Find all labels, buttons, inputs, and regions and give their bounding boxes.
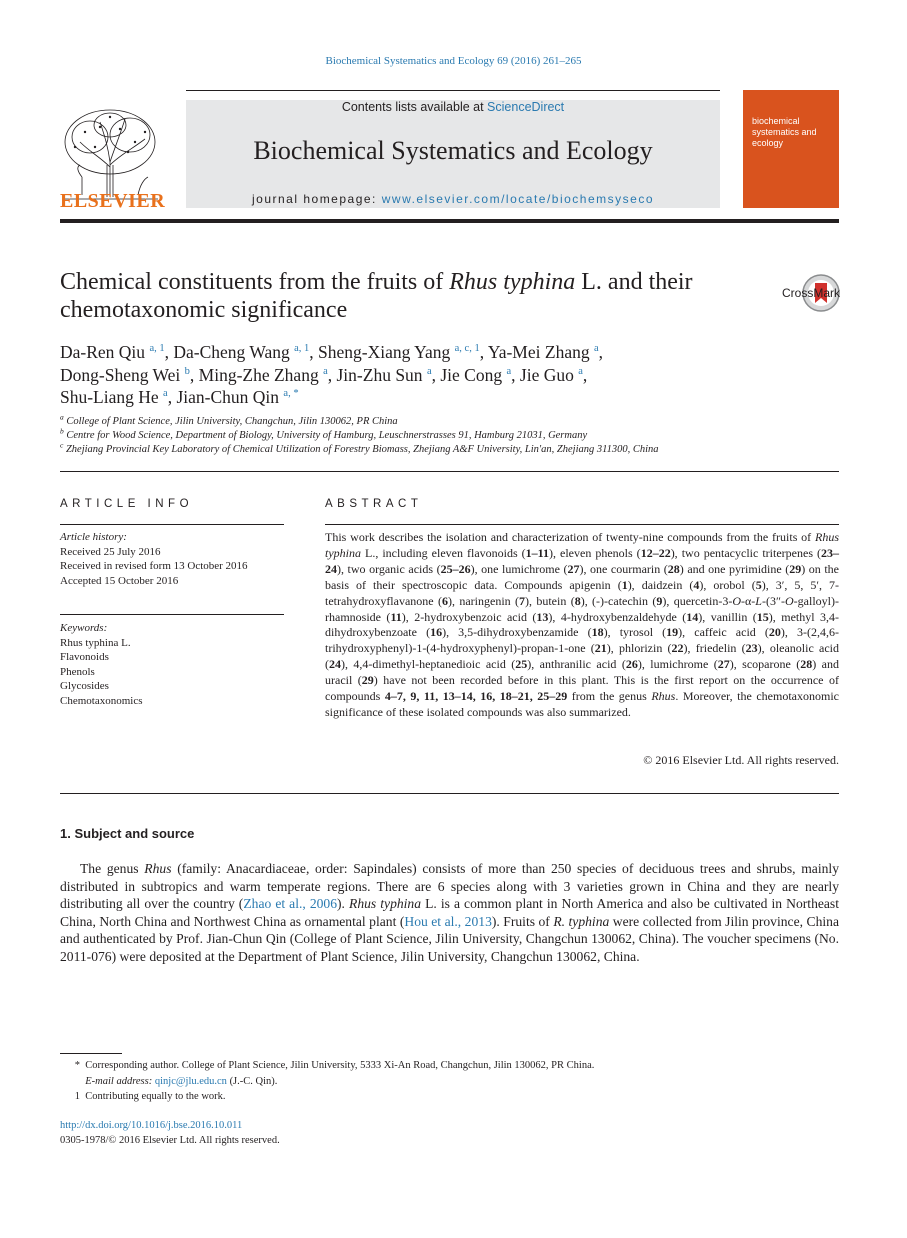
article-info-heading: ARTICLE INFO: [60, 498, 194, 510]
title-text-2: L. and their chemotaxonomic significance: [60, 269, 693, 323]
homepage-prefix: journal homepage:: [251, 192, 382, 206]
header-top-rule: [186, 90, 720, 91]
author[interactable]: Ya-Mei Zhang $^a$: [487, 342, 599, 362]
keywords-rule: [60, 614, 284, 615]
issn-copyright: 0305-1978/© 2016 Elsevier Ltd. All rights reserved.: [60, 1135, 280, 1146]
abstract-rule: [325, 524, 839, 525]
affiliation-rule: [60, 471, 839, 472]
title-text-1: Chemical constituents from the fruits of: [60, 269, 450, 295]
email-note: E-mail address: qinjc@jlu.edu.cn (J.-C. Qin).: [85, 1076, 278, 1087]
header-bottom-rule: [60, 219, 839, 223]
sciencedirect-link[interactable]: ScienceDirect: [487, 100, 565, 114]
contribution-note: 1 Contributing equally to the work.: [74, 1091, 226, 1102]
abstract-copyright: © 2016 Elsevier Ltd. All rights reserved.: [643, 753, 839, 767]
author[interactable]: Shu-Liang He $^a$: [60, 387, 168, 407]
footnote-rule: [60, 1053, 122, 1054]
article-title: [60, 268, 720, 324]
author[interactable]: Sheng-Xiang Yang $^{a, c, 1}$: [318, 342, 480, 362]
section-heading: 1. Subject and source: [60, 826, 195, 841]
keyword: Phenols: [60, 665, 95, 678]
history-label: Article history:: [60, 531, 127, 543]
article-history: [60, 530, 284, 588]
author[interactable]: Da-Cheng Wang $^{a, 1}$: [173, 342, 310, 362]
journal-title: Biochemical Systematics and Ecology: [253, 136, 653, 165]
author[interactable]: Ming-Zhe Zhang $^a$: [198, 364, 328, 385]
abstract-heading: ABSTRACT: [325, 498, 423, 510]
contents-prefix: Contents lists available at: [341, 100, 488, 114]
reference-link[interactable]: Hou et al., 2013: [404, 913, 492, 929]
homepage-link[interactable]: www.elsevier.com/locate/biochemsyseco: [381, 192, 654, 206]
email-link[interactable]: qinjc@jlu.edu.cn: [154, 1076, 227, 1087]
affiliation-c: $^c$ Zhejiang Provincial Key Laboratory of Chemical Utilization of Forestry Biomass, Zhejiang A&F University, Lin'an, Zhejiang 311300, China: [60, 440, 659, 455]
cover-title: biochemical systematics and ecology: [752, 116, 817, 148]
accepted-date: Accepted 15 October 2016: [60, 574, 179, 587]
abstract-bottom-rule: [60, 793, 839, 794]
author[interactable]: Da-Ren Qiu $^{a, 1}$: [60, 342, 165, 362]
keyword: Glycosides: [60, 680, 109, 692]
author[interactable]: Jie Guo $^a$: [519, 364, 583, 385]
keyword: Flavonoids: [60, 651, 109, 663]
article-info-rule: [60, 524, 284, 525]
corresponding-author-note: * Corresponding author. College of Plant Science, Jilin University, 5333 Xi-An Road, Changchun, Jilin 130062, PR China.: [74, 1060, 595, 1071]
keyword: Rhus typhina L.: [60, 636, 131, 649]
author[interactable]: Jin-Zhu Sun $^a$: [336, 364, 432, 385]
body-paragraph: The genus Rhus (family: Anacardiaceae, order: Sapindales) consists of more than 250 species of deciduous trees and shrubs, mainly distributed in subtropics and warm temperate regions. There are 6 species along with 3 varieties grown in China and they are nearly distributing all over the country (Zhao et al., 2006). Rhus typhina L. is a common plant in North America and also be cultivated in Northeast China, North China and Northwest China as ornamental plant (Hou et al., 2013). Fruits of R. typhina were collected from Jilin province, China and authenticated by Prof. Jian-Chun Qin (College of Plant Science, Jilin University, Changchun 130062, China). The voucher specimens (No. 2011-076) were deposited at the Department of Plant Science, Jilin University, Changchun 130062, China.: [60, 861, 839, 964]
author[interactable]: Dong-Sheng Wei $^b$: [60, 364, 190, 385]
keywords: [60, 621, 284, 708]
reference-link[interactable]: Zhao et al., 2006: [243, 896, 338, 912]
author[interactable]: Jie Cong $^a$: [440, 364, 512, 385]
affiliation-b: $^b$ Centre for Wood Science, Department of Biology, University of Hamburg, Leuschnerstrasses 91, Hamburg 21031, Germany: [60, 426, 588, 441]
affiliation-a: $^a$ College of Plant Science, Jilin University, Changchun, Jilin 130062, PR China: [60, 412, 398, 427]
journal-homepage-line: [186, 192, 720, 206]
title-species: Rhus typhina: [449, 269, 576, 295]
journal-cover-thumbnail[interactable]: [743, 90, 839, 208]
keyword: Chemotaxonomics: [60, 694, 143, 707]
author[interactable]: Jian-Chun Qin $^{a, *}$: [176, 387, 299, 407]
journal-citation[interactable]: Biochemical Systematics and Ecology 69 (2016) 261–265: [325, 55, 582, 67]
abstract-text: This work describes the isolation and characterization of twenty-nine compounds from the fruits of Rhus typhina L., including eleven flavonoids (1–11), eleven phenols (12–22), two pentacyclic triterpenes (23–24), two organic acids (25–26), one lumichrome (27), one courmarin (28) and one pyrimidine (29) on the basis of their spectroscopic data. Compounds apigenin (1), daidzein (4), orobol (5), 3′, 5, 5′, 7-tetrahydroxyflavanone (6), naringenin (7), butein (8), (-)-catechin (9), quercetin-3-O-α-L-(3″-O-galloyl)-rhamnoside (11), 2-hydroxybenzoic acid (13), 4-hydroxybenzaldehyde (14), vanillin (15), methyl 3,4-dihydroxybenzoate (16), 3,5-dihydroxybenzamide (18), tyrosol (19), caffeic acid (20), 3-(2,4,6-trihydroxyphenyl)-1-(4-hydroxyphenyl)-propan-1-one (21), phlorizin (22), friedelin (23), oleanolic acid (24), 4,4-dimethyl-heptanedioic acid (25), anthranilic acid (26), lumichrome (27), scoparone (28) and uracil (29) have not been recorded before in this plant. This is the first report on the occurrence of compounds 4–7, 9, 11, 13–14, 16, 18–21, 25–29 from the genus Rhus. Moreover, the chemotaxonomic significance of these isolated compounds was also summarized.: [325, 530, 840, 719]
author-list: Da-Ren Qiu $^{a, 1}$, Da-Cheng Wang $^{a, 1}$, Sheng-Xiang Yang $^{a, c, 1}$, Ya-Mei Zhang $^a$, Dong-Sheng Wei $^b$, Ming-Zhe Zhang $^a$, Jin-Zhu Sun $^a$, Jie Cong $^a$, Jie Guo $^a$, Shu-Liang He $^a$, Jian-Chun Qin $^{a, *}$: [60, 342, 604, 407]
revised-date: Received in revised form 13 October 2016: [60, 560, 248, 572]
contents-available-line: [186, 100, 720, 114]
elsevier-wordmark: ELSEVIER: [60, 190, 166, 212]
doi-link[interactable]: http://dx.doi.org/10.1016/j.bse.2016.10.011: [60, 1120, 243, 1131]
crossmark-label[interactable]: CrossMark: [782, 286, 841, 300]
keywords-label: Keywords:: [60, 622, 108, 634]
received-date: Received 25 July 2016: [60, 545, 161, 558]
